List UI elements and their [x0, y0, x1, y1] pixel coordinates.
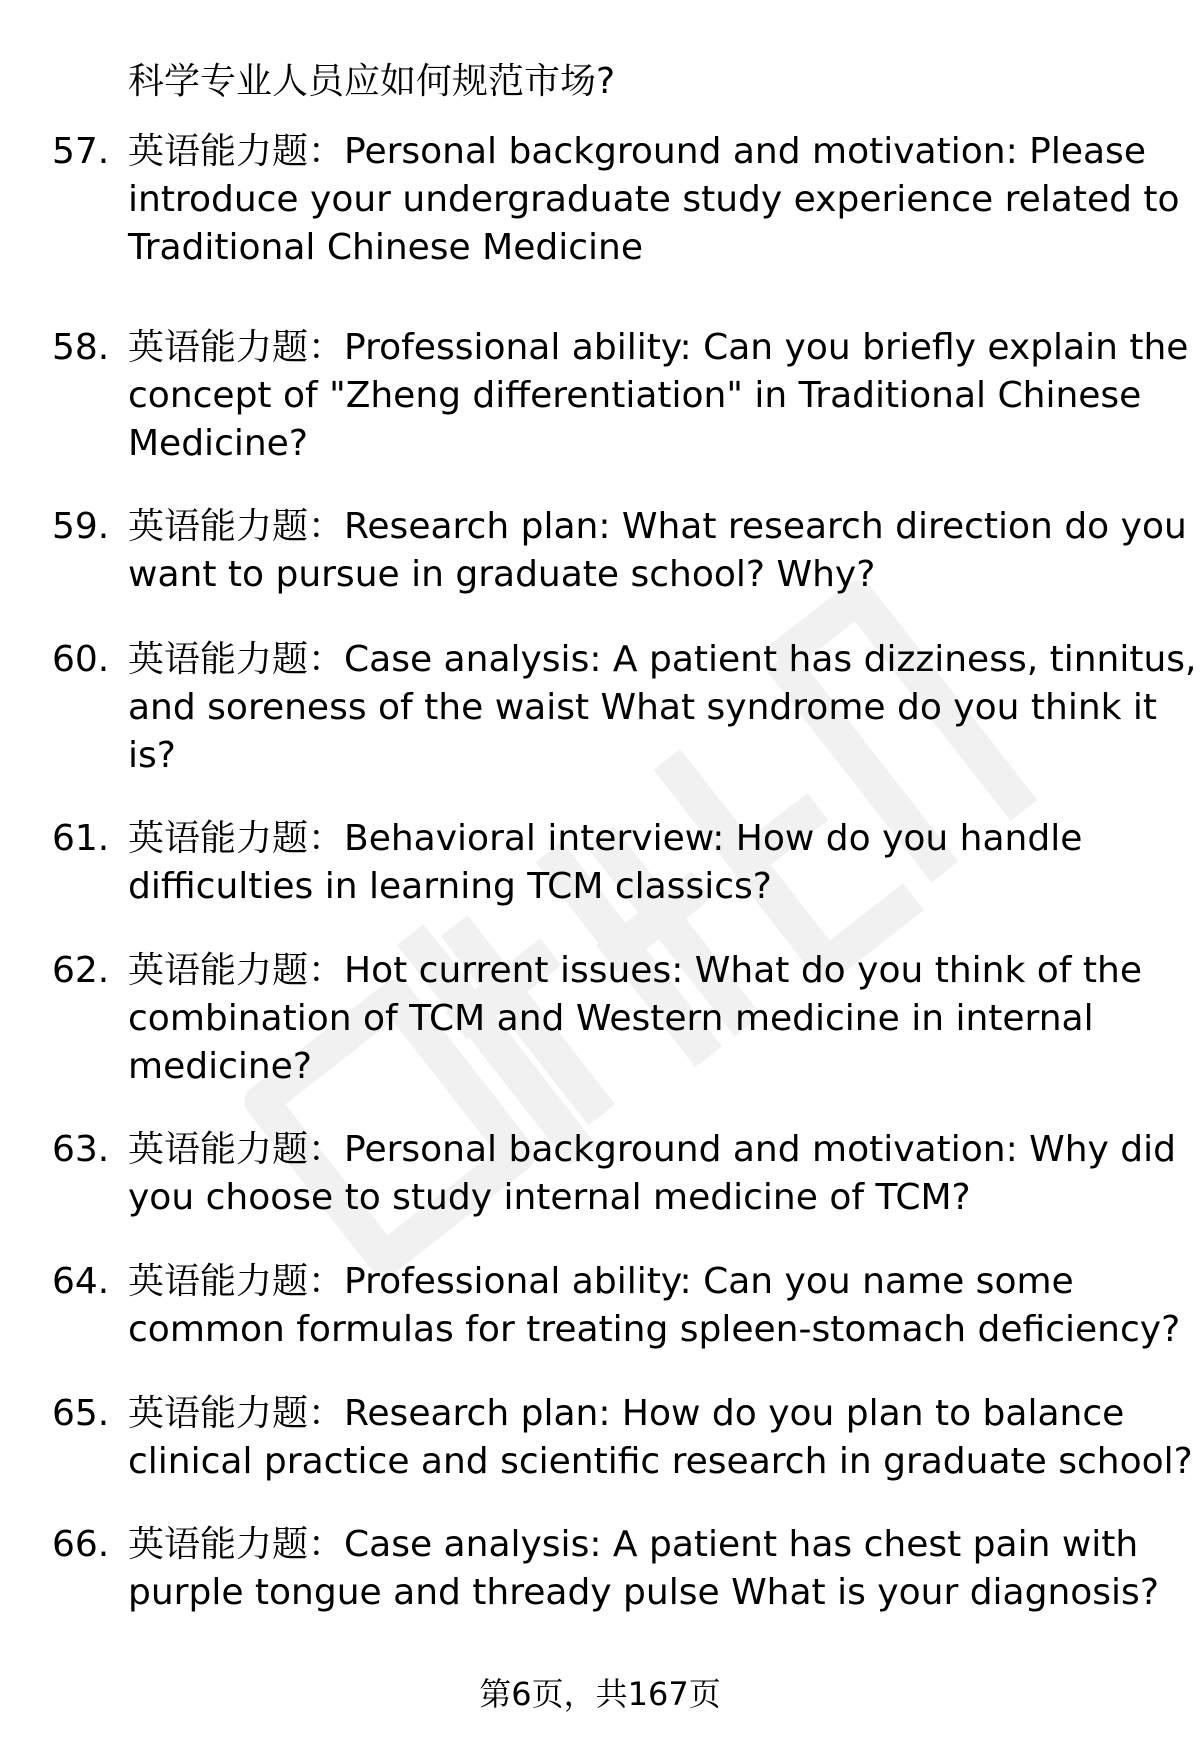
question-text	[128, 128, 1180, 272]
question-line: Research plan: How do you plan to balance	[344, 1393, 1125, 1434]
question-line: is?	[128, 735, 176, 776]
question-line: introduce your undergraduate study experience related to	[128, 179, 1180, 220]
question-line: Professional ability: Can you name some	[344, 1261, 1074, 1302]
question-line: Professional ability: Can you briefly explain the	[344, 327, 1189, 368]
question-prefix: 英语能力题：	[128, 950, 345, 991]
question-line: common formulas for treating spleen-stomach deficiency?	[128, 1309, 1181, 1350]
question-text	[128, 1521, 1163, 1617]
question-text	[128, 324, 1189, 468]
question-number: 58.	[52, 327, 110, 368]
question-line: you choose to study internal medicine of TCM?	[128, 1177, 971, 1218]
question-line: Personal background and motivation: Please	[344, 131, 1146, 172]
question-line: combination of TCM and Western medicine in internal	[128, 998, 1094, 1039]
question-number: 59.	[52, 506, 110, 547]
question-line: want to pursue in graduate school? Why?	[128, 554, 876, 595]
question-text	[128, 1390, 1193, 1486]
question-line: concept of "Zheng differentiation" in Traditional Chinese	[128, 375, 1142, 416]
question-prefix: 英语能力题：	[128, 327, 345, 368]
question-text	[128, 503, 1187, 599]
question-prefix: 英语能力题：	[128, 506, 345, 547]
question-line: Traditional Chinese Medicine	[128, 227, 643, 268]
question-line: Hot current issues: What do you think of the	[344, 950, 1142, 991]
question-prefix: 英语能力题：	[128, 1393, 345, 1434]
question-number: 64.	[52, 1261, 110, 1302]
question-line: clinical practice and scientific research in graduate school?	[128, 1441, 1193, 1482]
question-number: 66.	[52, 1524, 110, 1565]
question-line: Research plan: What research direction do you	[344, 506, 1187, 547]
question-line: medicine?	[128, 1046, 312, 1087]
question-text	[128, 815, 1163, 911]
question-text	[128, 636, 1197, 780]
question-prefix: 英语能力题：	[128, 1524, 345, 1565]
question-prefix: 英语能力题：	[128, 818, 345, 859]
question-line: Medicine?	[128, 423, 308, 464]
question-number: 62.	[52, 950, 110, 991]
question-prefix: 英语能力题：	[128, 1261, 345, 1302]
watermark-logo	[190, 470, 1090, 1370]
question-line: Case analysis: A patient has chest pain with	[344, 1524, 1139, 1565]
question-number: 57.	[52, 131, 110, 172]
question-line: and soreness of the waist What syndrome do you think it	[128, 687, 1158, 728]
question-prefix: 英语能力题：	[128, 131, 345, 172]
question-line: Behavioral interview: How do you handle	[344, 818, 1083, 859]
question-line: purple tongue and thready pulse What is your diagnosis?	[128, 1572, 1159, 1613]
question-line: Case analysis: A patient has dizziness, tinnitus,	[344, 639, 1197, 680]
question-prefix: 英语能力题：	[128, 639, 345, 680]
question-line: difficulties in learning TCM classics?	[128, 866, 772, 907]
continuation-text: 科学专业人员应如何规范市场?	[128, 61, 616, 102]
question-number: 65.	[52, 1393, 110, 1434]
question-number: 60.	[52, 639, 110, 680]
question-prefix: 英语能力题：	[128, 1129, 345, 1170]
question-number: 61.	[52, 818, 110, 859]
question-text	[128, 1258, 1181, 1354]
question-number: 63.	[52, 1129, 110, 1170]
question-line: Personal background and motivation: Why did	[344, 1129, 1177, 1170]
page-footer: 第6页，共167页	[479, 1675, 721, 1713]
question-text	[128, 1126, 1177, 1222]
question-text	[128, 947, 1163, 1091]
